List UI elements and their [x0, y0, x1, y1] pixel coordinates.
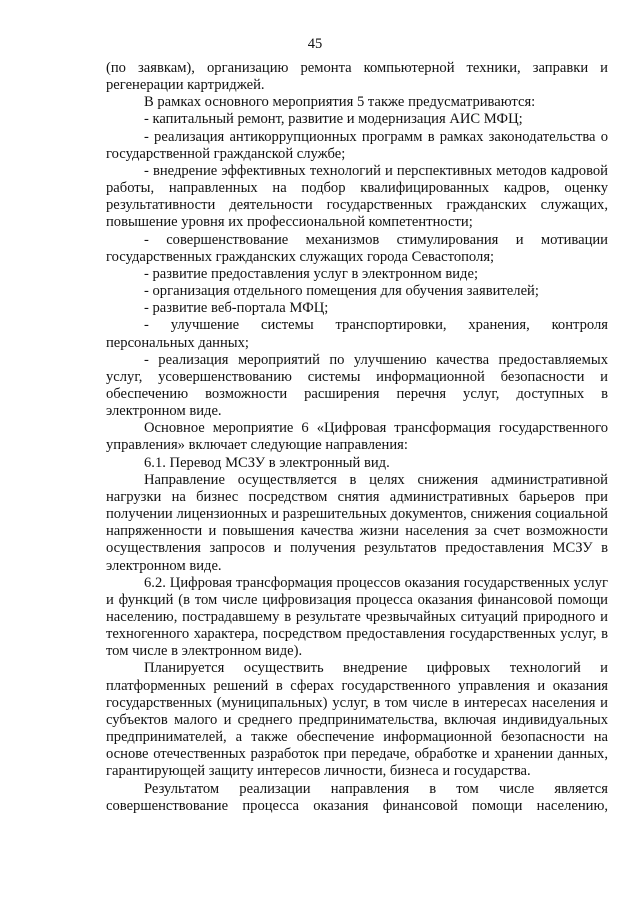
- list-item: - организация отдельного помещения для обучения заявителей;: [144, 283, 539, 300]
- list-item: - улучшение системы транспортировки, хранения, контроля персональных данных;: [106, 317, 608, 351]
- paragraph: Планируется осуществить внедрение цифровых технологий и платформенных решений в сферах государственного управления и оказания государственных (муниципальных) услуг, в том числе в интересах населения и субъектов малого и среднего предпринимательства, включая индивидуальных предпринимателей, а также обеспечение информационной безопасности на основе отечественных разработок при передаче, обработке и хранении данных, гарантирующей защиту интересов личности, бизнеса и государства.: [106, 660, 608, 780]
- document-body: [106, 60, 608, 815]
- list-item: - совершенствование механизмов стимулирования и мотивации государственных гражданских служащих города Севастополя;: [106, 231, 608, 265]
- list-item: - внедрение эффективных технологий и перспективных методов кадровой работы, направленных на подбор квалифицированных кадров, оценку результативности деятельности государственных гражданских служащих, повышение уровня их профессиональной компетентности;: [106, 162, 608, 231]
- list-item: - развитие предоставления услуг в электронном виде;: [144, 265, 479, 282]
- page-number: 45: [307, 36, 323, 52]
- list-item: - капитальный ремонт, развитие и модернизация АИС МФЦ;: [144, 111, 523, 128]
- paragraph: Направление осуществляется в целях снижения административной нагрузки на бизнес посредством снятия административных барьеров при получении лицензионных и разрешительных документов, снижения социальной напряженности и повышения качества жизни населения за счет возможности осуществления запросов и получения результатов предоставления МСЗУ в электронном виде.: [106, 471, 608, 574]
- paragraph: В рамках основного мероприятия 5 также предусматриваются:: [144, 94, 536, 111]
- section-heading: 6.1. Перевод МСЗУ в электронный вид.: [144, 454, 390, 471]
- paragraph: (по заявкам), организацию ремонта компьютерной техники, заправки и регенерации картриджей.: [106, 60, 608, 94]
- list-item: - реализация мероприятий по улучшению качества предоставляемых услуг, усовершенствованию системы информационной безопасности и обеспечению возможности расширения перечня услуг, доступных в электронном виде.: [106, 351, 608, 420]
- paragraph: 6.2. Цифровая трансформация процессов оказания государственных услуг и функций (в том числе цифровизация процесса оказания финансовой помощи населению, пострадавшему в результате чрезвычайных ситуаций природного и техногенного характера, посредством предоставления государственных услуг, в том числе в электронном виде).: [106, 574, 608, 660]
- paragraph: Основное мероприятие 6 «Цифровая трансформация государственного управления» включает следующие направления:: [106, 420, 608, 454]
- list-item: - реализация антикоррупционных программ в рамках законодательства о государственной гражданской службе;: [106, 128, 608, 162]
- paragraph: Результатом реализации направления в том числе является совершенствование процесса оказания финансовой помощи населению,: [106, 780, 608, 814]
- list-item: - развитие веб-портала МФЦ;: [144, 300, 329, 317]
